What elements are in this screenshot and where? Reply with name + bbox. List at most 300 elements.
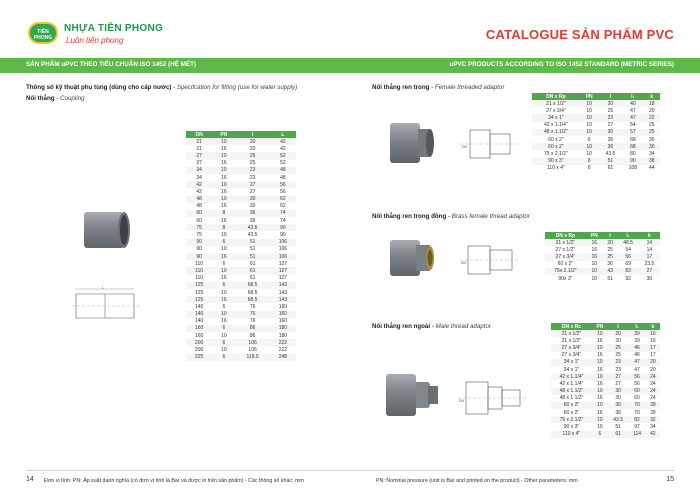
male-adaptor-spec-table	[551, 323, 660, 438]
table-cell: 8	[212, 224, 235, 231]
table-cell: 160	[278, 318, 288, 325]
table-cell: 6	[212, 325, 235, 332]
table-cell: 42 x 1.1/4"	[559, 380, 584, 387]
table-cell: 27	[608, 373, 628, 380]
table-cell: 90 x 3"	[563, 424, 580, 431]
male-adaptor-drawing	[458, 376, 528, 420]
table-cell: 20	[650, 366, 656, 373]
table-cell: 47	[628, 359, 646, 366]
table-cell: 160	[278, 303, 288, 310]
table-cell: 62	[270, 196, 296, 203]
table-row	[545, 261, 660, 268]
table-cell: 56	[280, 188, 286, 195]
table-cell: 48	[280, 174, 286, 181]
footer-note-left: Đơn vị tính: PN: Áp suất danh nghĩa (có đơn vị tính là Bar và được in trên sản phẩm) - Các thông số khác: mm	[44, 478, 304, 484]
section-banner	[0, 58, 700, 73]
table-cell: 23	[599, 114, 623, 121]
brass-heading: Nối thẳng ren trong đồng - Brass female thread adaptor	[372, 213, 530, 220]
table-row	[186, 332, 296, 339]
table-row	[186, 311, 296, 318]
table-row	[186, 253, 296, 260]
table-header-cell: k	[639, 232, 660, 239]
brand-logo	[28, 22, 58, 44]
table-cell: 36	[607, 136, 614, 143]
table-cell: 10	[212, 152, 235, 159]
table-cell: 20	[235, 138, 269, 145]
table-cell: 8	[212, 210, 235, 217]
table-cell: 30	[235, 196, 269, 203]
female-adaptor-photo	[388, 119, 438, 167]
table-cell: 21	[186, 138, 212, 145]
table-row	[186, 289, 296, 296]
table-cell: 46	[634, 352, 640, 359]
table-cell: 39	[634, 337, 640, 344]
table-cell: 10	[586, 122, 592, 129]
table-cell: 54	[630, 122, 636, 129]
table-cell: 51	[235, 239, 269, 246]
table-cell: 34	[186, 167, 212, 174]
table-cell: 140	[194, 303, 204, 310]
table-cell: 42	[186, 181, 212, 188]
table-cell: 57	[622, 129, 643, 136]
table-cell: 30	[249, 203, 256, 210]
table-cell: 60 x 2"	[532, 143, 580, 150]
table-cell: 90x 3"	[558, 275, 573, 282]
table-cell: 27	[186, 152, 212, 159]
table-row	[551, 337, 660, 344]
table-cell: 48	[270, 167, 296, 174]
table-row	[551, 388, 660, 395]
table-row	[551, 423, 660, 430]
table-cell: 61	[607, 165, 614, 172]
table-cell: 25	[607, 107, 614, 114]
table-cell: 27	[607, 122, 614, 129]
table-cell: 75x 2.1/2"	[545, 268, 586, 275]
table-header-cell: l₁	[622, 93, 643, 100]
table-row	[186, 275, 296, 282]
table-cell: 127	[278, 275, 288, 282]
table-cell: 110	[195, 275, 204, 282]
table-header-cell: k	[646, 323, 660, 330]
table-row	[186, 181, 296, 188]
coupling-photo	[82, 206, 134, 254]
table-cell: 27	[249, 188, 256, 195]
table-cell: 68.5	[235, 282, 269, 289]
table-cell: 16	[221, 160, 227, 167]
table-row	[551, 402, 660, 409]
table-row	[532, 114, 660, 121]
table-row	[186, 231, 296, 238]
table-cell: 34 x 1"	[563, 366, 580, 373]
table-cell: 18	[644, 100, 661, 107]
table-cell: 28	[650, 409, 656, 416]
spec-title-vi: Thông số kỹ thuật phụ tùng (dùng cho cấp nước)	[26, 84, 172, 91]
table-cell: 27 x 3/4"	[546, 107, 566, 114]
coupling-title-vi: Nối thẳng	[26, 95, 55, 102]
table-header-cell: l₁	[617, 232, 638, 239]
table-cell: 34	[650, 424, 656, 431]
table-cell: 48	[196, 203, 202, 210]
table-row	[186, 196, 296, 203]
table-cell: 60	[634, 395, 640, 402]
table-cell: 110 x 4"	[546, 165, 565, 172]
table-cell: 16	[221, 203, 227, 210]
table-cell: 70	[628, 402, 646, 409]
table-cell: 14	[646, 246, 653, 253]
table-cell: 75 x 2.1/2"	[544, 150, 568, 157]
table-cell: 16	[221, 174, 227, 181]
table-cell: 27	[639, 268, 660, 275]
table-cell: 90	[270, 224, 296, 231]
table-header-cell: PN	[592, 323, 608, 330]
table-cell: 10	[592, 330, 608, 337]
table-cell: 200	[194, 347, 204, 354]
table-cell: 21 x 1/2"	[561, 337, 582, 344]
table-cell: 76	[235, 311, 269, 318]
table-cell: 16	[221, 318, 227, 325]
table-cell: 51	[607, 275, 613, 282]
table-cell: 125	[186, 296, 212, 303]
table-cell: 60 x 2"	[551, 402, 592, 409]
table-header-cell: l	[235, 131, 269, 138]
table-cell: 10	[212, 181, 235, 188]
table-cell: 60	[628, 388, 646, 395]
table-header-cell: PN	[212, 131, 235, 138]
page-number-left: 14	[26, 476, 34, 483]
table-cell: 125	[194, 289, 204, 296]
table-cell: 20	[249, 145, 256, 152]
table-cell: 10	[591, 261, 598, 268]
table-cell: 106	[270, 239, 296, 246]
brass-drawing-label-dn: DN	[461, 261, 467, 265]
table-cell: 160	[194, 332, 204, 339]
table-row	[545, 239, 660, 246]
brand-name: NHỰA TIỀN PHONG	[64, 23, 164, 34]
table-row	[532, 150, 660, 157]
table-cell: 75 x 2.1/2"	[551, 416, 592, 423]
table-cell: 27 x 3/4"	[551, 344, 592, 351]
table-cell: 68	[630, 136, 636, 143]
table-cell: 10	[221, 347, 227, 354]
table-row	[532, 136, 660, 143]
table-row	[545, 275, 660, 282]
table-cell: 23	[608, 359, 628, 366]
table-cell: 110	[186, 267, 212, 274]
table-cell: 25	[615, 352, 621, 359]
table-cell: 10	[221, 289, 227, 296]
table-cell: 34 x 1"	[551, 359, 592, 366]
table-cell: 16	[221, 275, 227, 282]
table-cell: 21	[196, 145, 202, 152]
table-row	[186, 296, 296, 303]
footer-divider	[26, 470, 674, 471]
table-cell: 110	[195, 260, 204, 267]
coupling-title-en: Coupling	[60, 95, 85, 102]
table-cell: 222	[270, 339, 296, 346]
spec-heading: Thông số kỹ thuật phụ tùng (dùng cho cấp nước) - Specifcation for fitting (use for water supply)	[26, 84, 298, 91]
table-cell: 140	[194, 318, 204, 325]
table-row	[532, 143, 660, 150]
table-cell: 34	[196, 174, 202, 181]
table-cell: 68.5	[235, 296, 269, 303]
table-row	[551, 380, 660, 387]
coupling-drawing	[72, 286, 144, 326]
table-cell: 16	[597, 380, 603, 387]
brand-logo-text: TIỀN PHONG	[33, 29, 53, 41]
table-cell: 10	[592, 359, 608, 366]
coupling-spec-table	[186, 131, 296, 361]
table-cell: 25	[607, 246, 613, 253]
table-cell: 54	[625, 246, 631, 253]
table-cell: 36	[235, 210, 269, 217]
table-header-row	[532, 93, 660, 100]
table-row	[532, 107, 660, 114]
table-header-cell: L	[270, 131, 296, 138]
table-cell: 86	[249, 332, 256, 339]
table-cell: 25	[603, 253, 618, 260]
table-header-cell: DN x Rp	[545, 232, 586, 239]
table-cell: 30	[646, 275, 653, 282]
brass-title-vi: Nối thẳng ren trong đồng	[372, 213, 447, 220]
table-cell: 17	[646, 344, 660, 351]
table-cell: 34 x 1"	[532, 114, 580, 121]
table-cell: 43.5	[235, 224, 269, 231]
table-cell: 10	[592, 416, 608, 423]
table-cell: 16	[221, 217, 227, 224]
table-cell: 48	[186, 196, 212, 203]
table-cell: 48.5	[617, 239, 638, 246]
table-cell: 61	[249, 275, 256, 282]
table-row	[551, 409, 660, 416]
table-cell: 27	[196, 160, 202, 167]
table-cell: 6	[587, 165, 591, 172]
table-cell: 60 x 2"	[548, 136, 564, 143]
table-row	[186, 210, 296, 217]
table-cell: 38	[644, 158, 661, 165]
table-cell: 143	[270, 282, 296, 289]
table-cell: 74	[270, 210, 296, 217]
table-row	[551, 359, 660, 366]
table-cell: 76	[249, 303, 256, 310]
table-cell: 16	[212, 253, 235, 260]
table-cell: 20	[608, 330, 628, 337]
table-cell: 10	[597, 424, 603, 431]
female-title-en: Female threaded adaptor	[434, 84, 505, 91]
table-row	[551, 330, 660, 337]
table-row	[186, 260, 296, 267]
table-cell: 16	[221, 145, 227, 152]
table-cell: 36	[608, 402, 628, 409]
table-cell: 60 x 2"	[563, 409, 580, 416]
table-cell: 21 x 1/2"	[551, 330, 592, 337]
table-cell: 76	[249, 318, 256, 325]
table-cell: 92	[625, 275, 631, 282]
table-cell: 48 x 1.1/2"	[532, 129, 580, 136]
table-cell: 51	[235, 253, 269, 260]
table-cell: 56	[634, 380, 640, 387]
male-title-en: Male thread adaptor	[435, 323, 491, 330]
table-row	[186, 160, 296, 167]
table-cell: 21 x 1/2"	[532, 100, 580, 107]
table-row	[186, 325, 296, 332]
table-cell: 48 x 1.1/2"	[551, 388, 592, 395]
table-cell: 47	[630, 107, 636, 114]
table-cell: 16	[212, 296, 235, 303]
table-cell: 23.5	[644, 261, 655, 268]
catalog-title: CATALOGUE SẢN PHẨM PVC	[485, 27, 674, 42]
table-cell: 23	[615, 366, 621, 373]
table-cell: 10	[591, 275, 598, 282]
table-cell: 97	[634, 424, 640, 431]
table-cell: 10	[592, 344, 608, 351]
brass-adaptor-drawing	[460, 240, 522, 280]
table-cell: 16	[221, 188, 227, 195]
table-cell: 16	[597, 395, 603, 402]
brass-adaptor-spec-table	[545, 232, 660, 282]
table-cell: 160	[186, 325, 212, 332]
table-row	[532, 100, 660, 107]
table-cell: 10	[212, 167, 235, 174]
spec-title-en: Specifcation for fitting (use for water supply)	[176, 84, 298, 91]
table-cell: 86	[235, 325, 269, 332]
table-cell: 90	[622, 158, 643, 165]
table-cell: 110 x 4"	[551, 431, 592, 438]
table-cell: 43.5	[608, 416, 628, 423]
table-header-cell: l	[608, 323, 628, 330]
table-row	[545, 246, 660, 253]
table-cell: 16	[597, 366, 603, 373]
table-cell: 16	[597, 352, 603, 359]
table-cell: 46	[628, 344, 646, 351]
male-heading: Nối thẳng ren ngoài - Male thread adaptor	[372, 323, 491, 330]
table-cell: 36	[607, 261, 613, 268]
table-header-cell: DN x Rp	[532, 93, 580, 100]
table-cell: 16	[591, 246, 598, 253]
table-cell: 6	[592, 431, 608, 438]
table-cell: 61	[249, 260, 256, 267]
table-cell: 16	[597, 337, 603, 344]
table-cell: 14	[639, 239, 660, 246]
table-cell: 10	[586, 107, 592, 114]
table-cell: 118.5	[235, 354, 269, 361]
table-cell: 10	[580, 129, 599, 136]
table-cell: 160	[270, 311, 296, 318]
table-cell: 48 x 1.1/2"	[559, 395, 584, 402]
table-cell: 6	[212, 339, 235, 346]
table-cell: 70	[634, 409, 640, 416]
table-cell: 60	[196, 217, 202, 224]
table-row	[186, 346, 296, 353]
table-row	[551, 344, 660, 351]
table-cell: 10	[592, 388, 608, 395]
table-cell: 25	[608, 344, 628, 351]
table-cell: 30	[599, 129, 623, 136]
table-cell: 10	[580, 100, 599, 107]
table-cell: 43.5	[605, 150, 616, 157]
male-title-vi: Nối thẳng ren ngoài	[372, 323, 431, 330]
table-row	[545, 253, 660, 260]
table-cell: 17	[639, 253, 660, 260]
banner-right-text: uPVC PRODUCTS ACCORDING TO ISO 1452 STANDARD (METRIC SERIES)	[449, 61, 674, 68]
table-cell: 23	[249, 174, 256, 181]
table-header-cell: l	[599, 93, 623, 100]
table-cell: 68	[622, 143, 643, 150]
table-cell: 34	[648, 150, 655, 157]
table-cell: 16	[646, 330, 660, 337]
table-cell: 10	[586, 268, 603, 275]
table-row	[186, 239, 296, 246]
table-cell: 90	[196, 246, 202, 253]
table-cell: 61	[608, 431, 628, 438]
table-cell: 20	[615, 337, 621, 344]
table-cell: 10	[580, 143, 599, 150]
table-row	[532, 122, 660, 129]
table-cell: 60 x 2"	[557, 261, 574, 268]
table-cell: 52	[270, 152, 296, 159]
table-cell: 6	[587, 136, 591, 143]
table-cell: 180	[270, 325, 296, 332]
table-cell: 68.5	[247, 289, 258, 296]
table-header-row	[186, 131, 296, 138]
female-drawing-label-dn: DN	[462, 145, 468, 149]
table-cell: 21 x 1/2"	[545, 239, 586, 246]
table-cell: 36	[249, 217, 256, 224]
table-cell: 10	[212, 267, 235, 274]
table-cell: 25	[249, 160, 256, 167]
table-row	[532, 165, 660, 172]
table-cell: 74	[280, 217, 286, 224]
table-cell: 114	[628, 431, 646, 438]
table-cell: 32	[646, 416, 660, 423]
table-cell: 75	[196, 232, 202, 239]
table-cell: 90	[280, 232, 286, 239]
table-cell: 24	[646, 373, 660, 380]
table-row	[186, 152, 296, 159]
table-cell: 16	[650, 337, 656, 344]
table-cell: 108	[628, 165, 638, 172]
table-cell: 140	[186, 311, 212, 318]
page-number-right: 15	[666, 476, 674, 483]
table-cell: 30	[644, 143, 661, 150]
table-cell: 106	[278, 246, 288, 253]
table-cell: 24	[646, 388, 660, 395]
table-cell: 10	[586, 150, 592, 157]
table-cell: 60	[186, 210, 212, 217]
table-cell: 47	[634, 366, 640, 373]
table-cell: 90	[186, 239, 212, 246]
female-adaptor-drawing	[460, 124, 522, 164]
table-row	[551, 373, 660, 380]
table-cell: 30	[648, 136, 655, 143]
table-cell: 52	[280, 160, 286, 167]
table-cell: 6	[212, 354, 235, 361]
table-row	[186, 167, 296, 174]
table-header-cell: PN	[580, 93, 599, 100]
table-cell: 90	[186, 253, 212, 260]
table-row	[551, 431, 660, 438]
brass-adaptor-photo	[388, 236, 436, 280]
table-cell: 10	[592, 373, 608, 380]
table-cell: 36	[599, 143, 623, 150]
table-row	[186, 145, 296, 152]
table-cell: 62	[280, 203, 286, 210]
table-cell: 10	[580, 114, 599, 121]
table-cell: 200	[186, 339, 212, 346]
table-cell: 10	[221, 246, 227, 253]
table-header-cell: k	[644, 93, 661, 100]
table-cell: 51	[249, 246, 256, 253]
table-cell: 42	[270, 138, 296, 145]
